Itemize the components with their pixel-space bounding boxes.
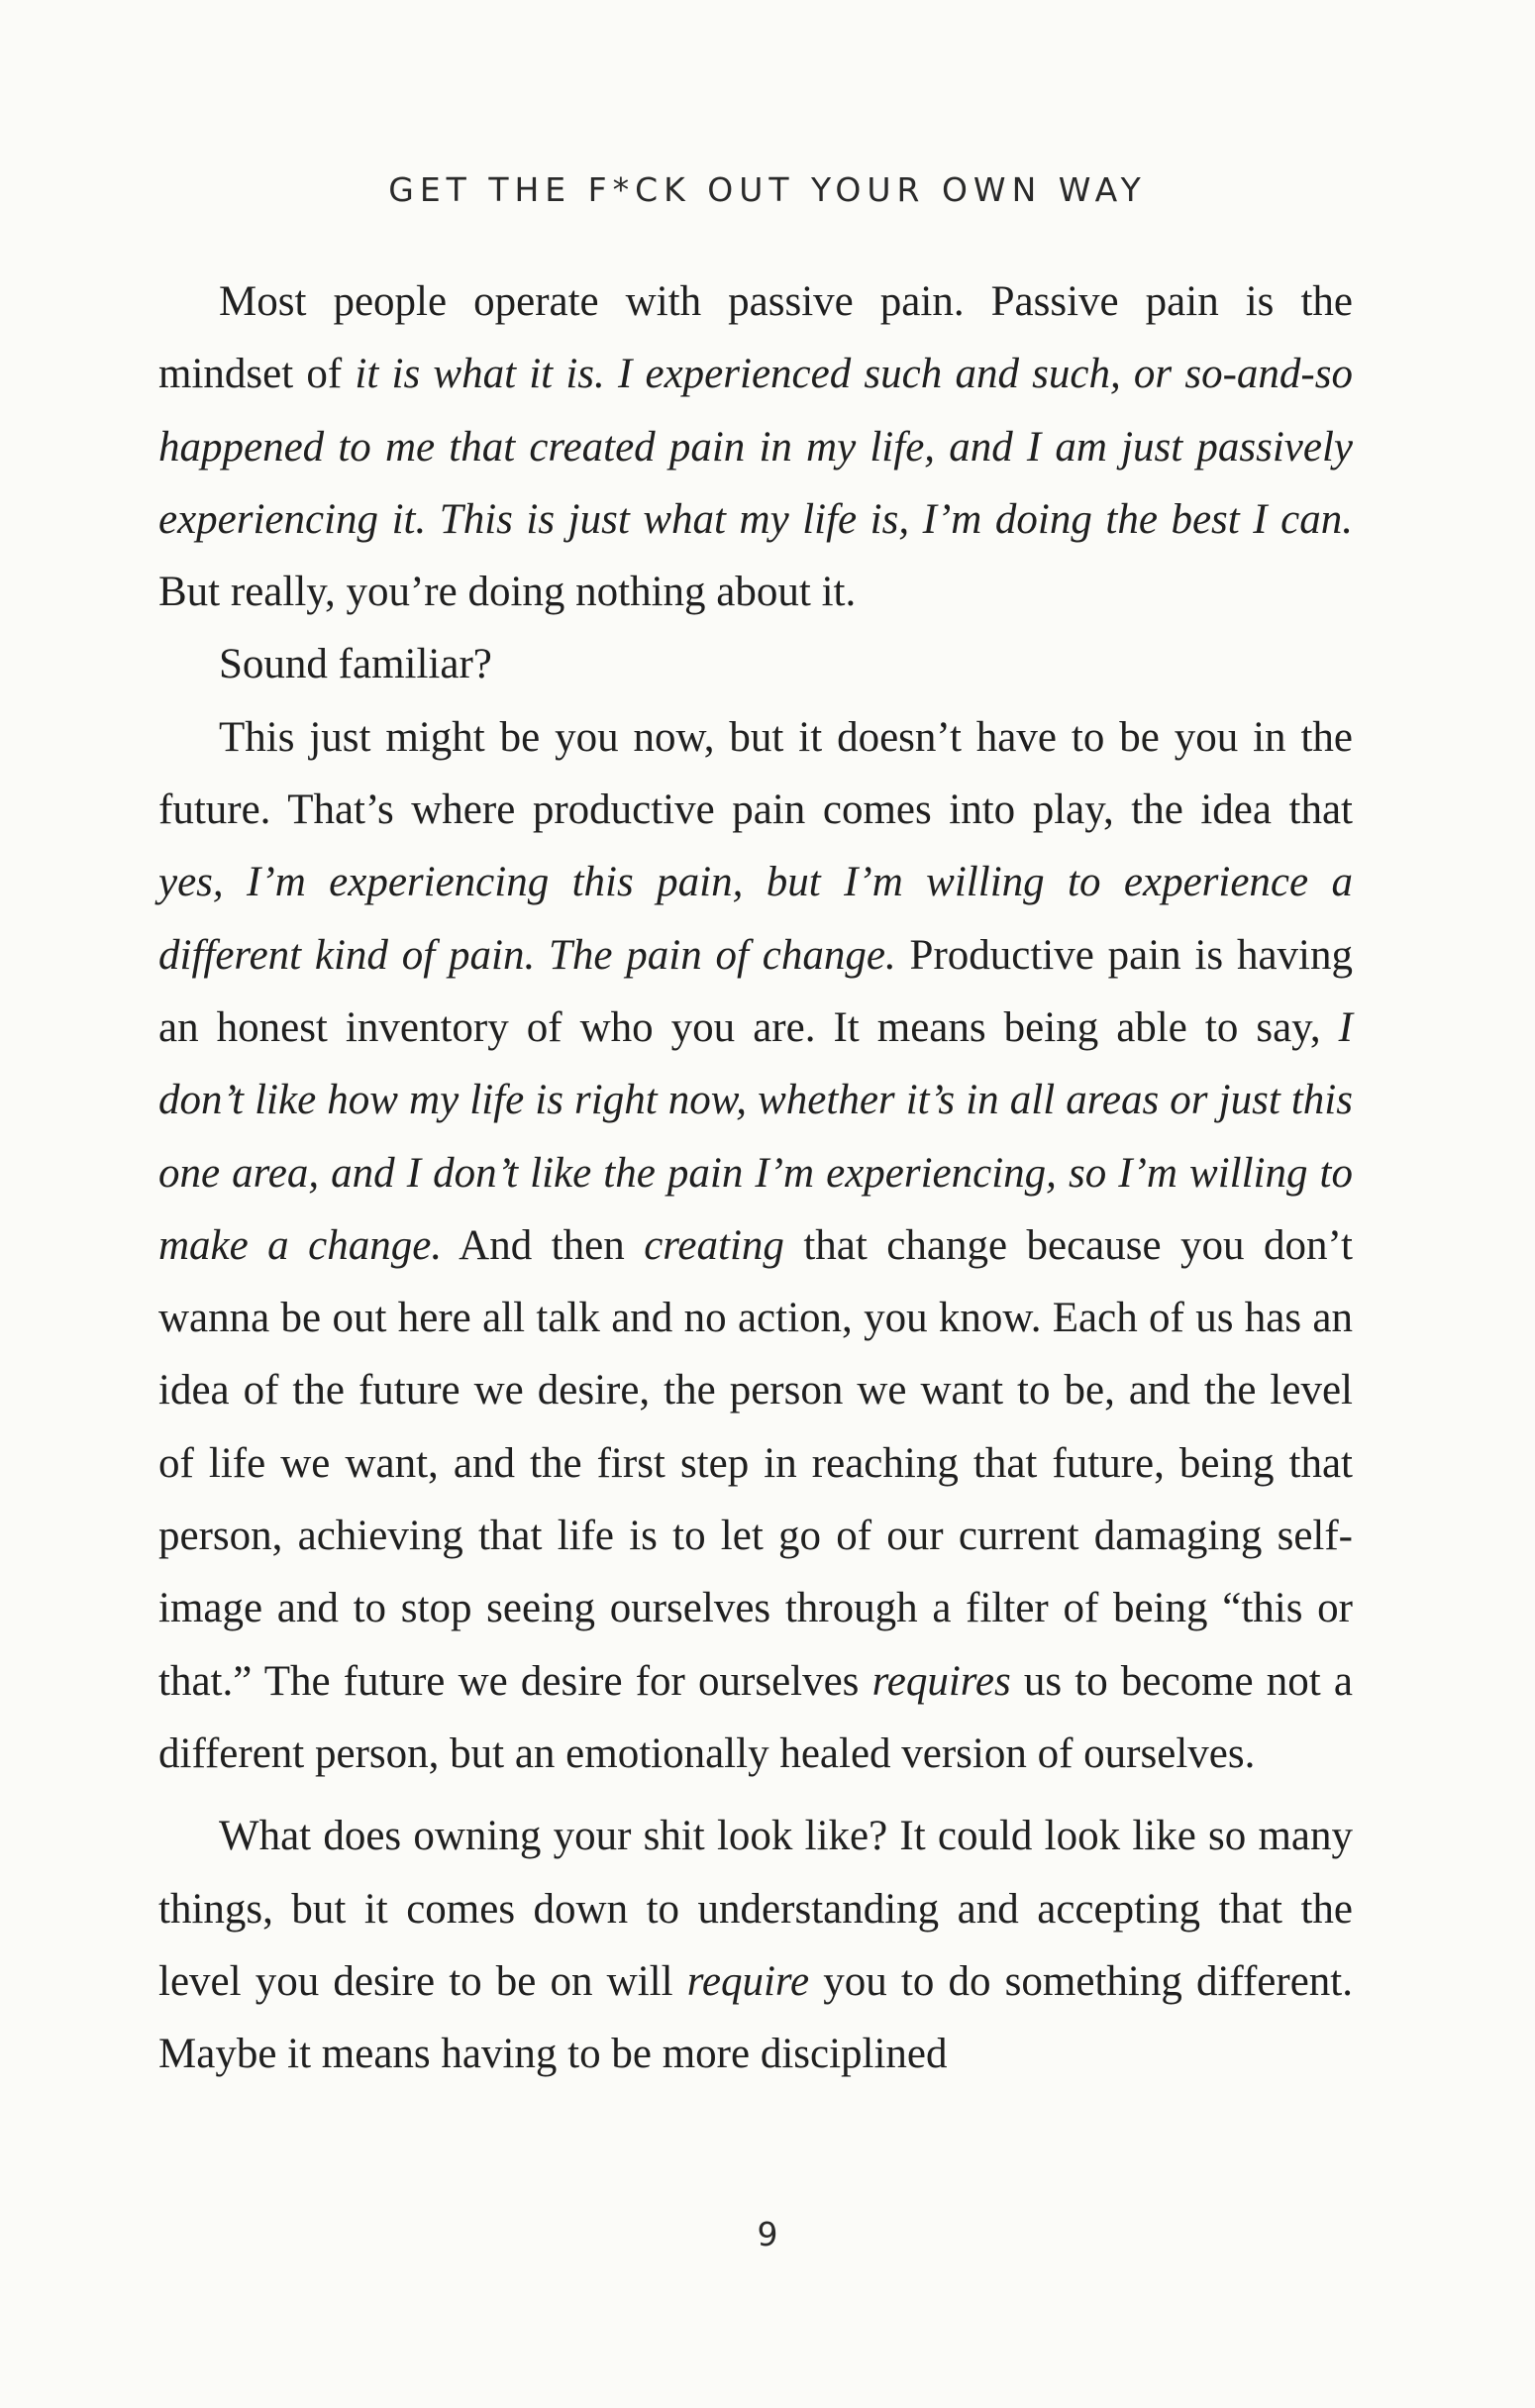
paragraph [158, 1800, 1353, 2090]
paragraph [158, 265, 1353, 628]
body-text [158, 265, 1353, 2090]
text-run: Sound familiar? [219, 641, 492, 688]
text-run: you to do something different. Maybe it means having to be more disciplined [158, 1957, 1353, 2078]
paragraph [158, 628, 1353, 700]
text-run: Productive pain is having an honest inventory of who you are. It means being able to say, [158, 931, 1353, 1051]
italic-text-run: yes, I’m experiencing this pain, but I’m willing to experience a different kind of pain. The pain of change. [158, 859, 1353, 979]
italic-text-run: it is what it is. I experienced such and such, or so-and-so happened to me that created pain in my life, and I am just passively experiencing it. This is just what my life is, I’m doing the best I can. [158, 351, 1353, 543]
italic-text-run: I don’t like how my life is right now, whether it’s in all areas or just this one area, and I don’t like the pain I’m experiencing, so I’m willing to make a change. [158, 1003, 1353, 1269]
text-run: us to become not a different person, but an emotionally healed version of ourselves. [158, 1657, 1353, 1777]
text-run: that change because you don’t wanna be out here all talk and no action, you know. Each of us has an idea of the future we desire, the person we want to be, and the level of life we want, and the first step in reaching that future, being that person, achieving that life is to let go of our current damaging self-image and to stop seeing ourselves through a filter of being “this or that.” The future we desire for ourselves [158, 1221, 1353, 1705]
italic-text-run: requires [871, 1657, 1011, 1705]
text-run: And then [442, 1221, 645, 1269]
paragraph [158, 701, 1353, 1790]
text-run: But really, you’re doing nothing about it. [158, 569, 857, 616]
text-run: What does owning your shit look like? It could look like so many things, but it comes down to understanding and accepting that the level you desire to be on will [158, 1813, 1353, 2005]
text-run: This just might be you now, but it doesn’t have to be you in the future. That’s where productive pain comes into play, the idea that [158, 713, 1353, 834]
italic-text-run: creating [644, 1221, 784, 1269]
italic-text-run: require [686, 1957, 810, 2005]
page-number: 9 [757, 2215, 778, 2253]
running-head: GET THE F*CK OUT YOUR OWN WAY [388, 170, 1147, 209]
text-run: Most people operate with passive pain. Passive pain is the mindset of [158, 278, 1353, 398]
